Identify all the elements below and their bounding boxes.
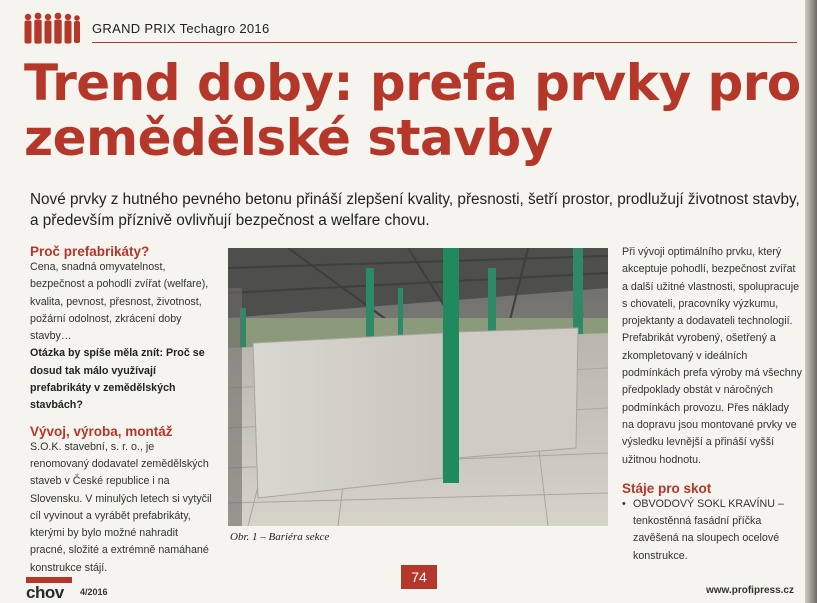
figure-caption: Obr. 1 – Bariéra sekce (230, 531, 330, 543)
page-edge (805, 0, 817, 603)
chov-logo: chov (26, 583, 64, 602)
section-text-vyvoj: S.O.K. stavební, s. r. o., je renomovaný dodavatel zemědělských staveb v České republice i na Slovensku. V minulých letech si vytyčil cíl vyvinout a vyrábět prefabrikáty, kterými by bylo možné nahradit pracné, složité a extrémně namáhané konstrukce stájí. (30, 440, 212, 574)
website-link[interactable]: www.profipress.cz (706, 585, 794, 596)
barn-interior-image (228, 248, 608, 526)
development-text: Při vývoji optimálního prvku, který akceptuje pohodlí, bezpečnost zvířat a další užitné vlastnosti, spolupracuje s chovateli, pracovníky výzkumu, projektanty a dodavateli technologií. (622, 246, 800, 328)
issue-number: 4/2016 (80, 587, 108, 597)
page-header (12, 12, 802, 46)
section-question: Otázka by spíše měla znít: Proč se dosud tak málo využívají prefabrikáty v zemědělských stavbách? (30, 347, 205, 412)
prefab-text: Prefabrikát vyrobený, ošetřený a zkompletovaný v ideálních podmínkách prefa výroby má všechny předpoklady obstát v náročných podmínkách provozu. Přes náklady na dopravu jsou montované prvky ve výsledku levnější a přináší vyšší užitnou hodnotu. (622, 332, 802, 466)
section-text-prefabrikaty: Cena, snadná omyvatelnost, bezpečnost a pohodlí zvířat (welfare), kvalita, pevnost, přesnost, životnost, požární odolnost, zkrácení doby stavby… (30, 261, 209, 343)
section-heading-vyvoj: Vývoj, výroba, montáž (30, 423, 173, 439)
barrier-photo (228, 248, 608, 526)
article-lead: Nové prvky z hutného pevného betonu přináší zlepšení kvality, přesnosti, šetří prostor, prodlužují životnost stavby, a především příznivě ovlivňují bezpečnost a welfare chovu. (30, 191, 800, 229)
article-title: Trend doby: prefa prvky pro zemědělské stavby (24, 54, 801, 167)
bullet-item: • OBVODOVÝ SOKL KRAVÍNU – tenkostěnná fasádní příčka zavěšená na sloupech ocelové konstrukce. (622, 496, 802, 565)
left-column (30, 244, 215, 577)
header-divider (92, 42, 797, 43)
page-footer (0, 565, 805, 603)
people-silhouettes-icon (22, 12, 82, 44)
right-column (622, 244, 802, 565)
section-heading-staje: Stáje pro skot (622, 480, 712, 496)
page-number: 74 (401, 565, 437, 589)
section-heading-prefabrikaty: Proč prefabrikáty? (30, 244, 150, 259)
series-label: GRAND PRIX Techagro 2016 (92, 21, 270, 36)
